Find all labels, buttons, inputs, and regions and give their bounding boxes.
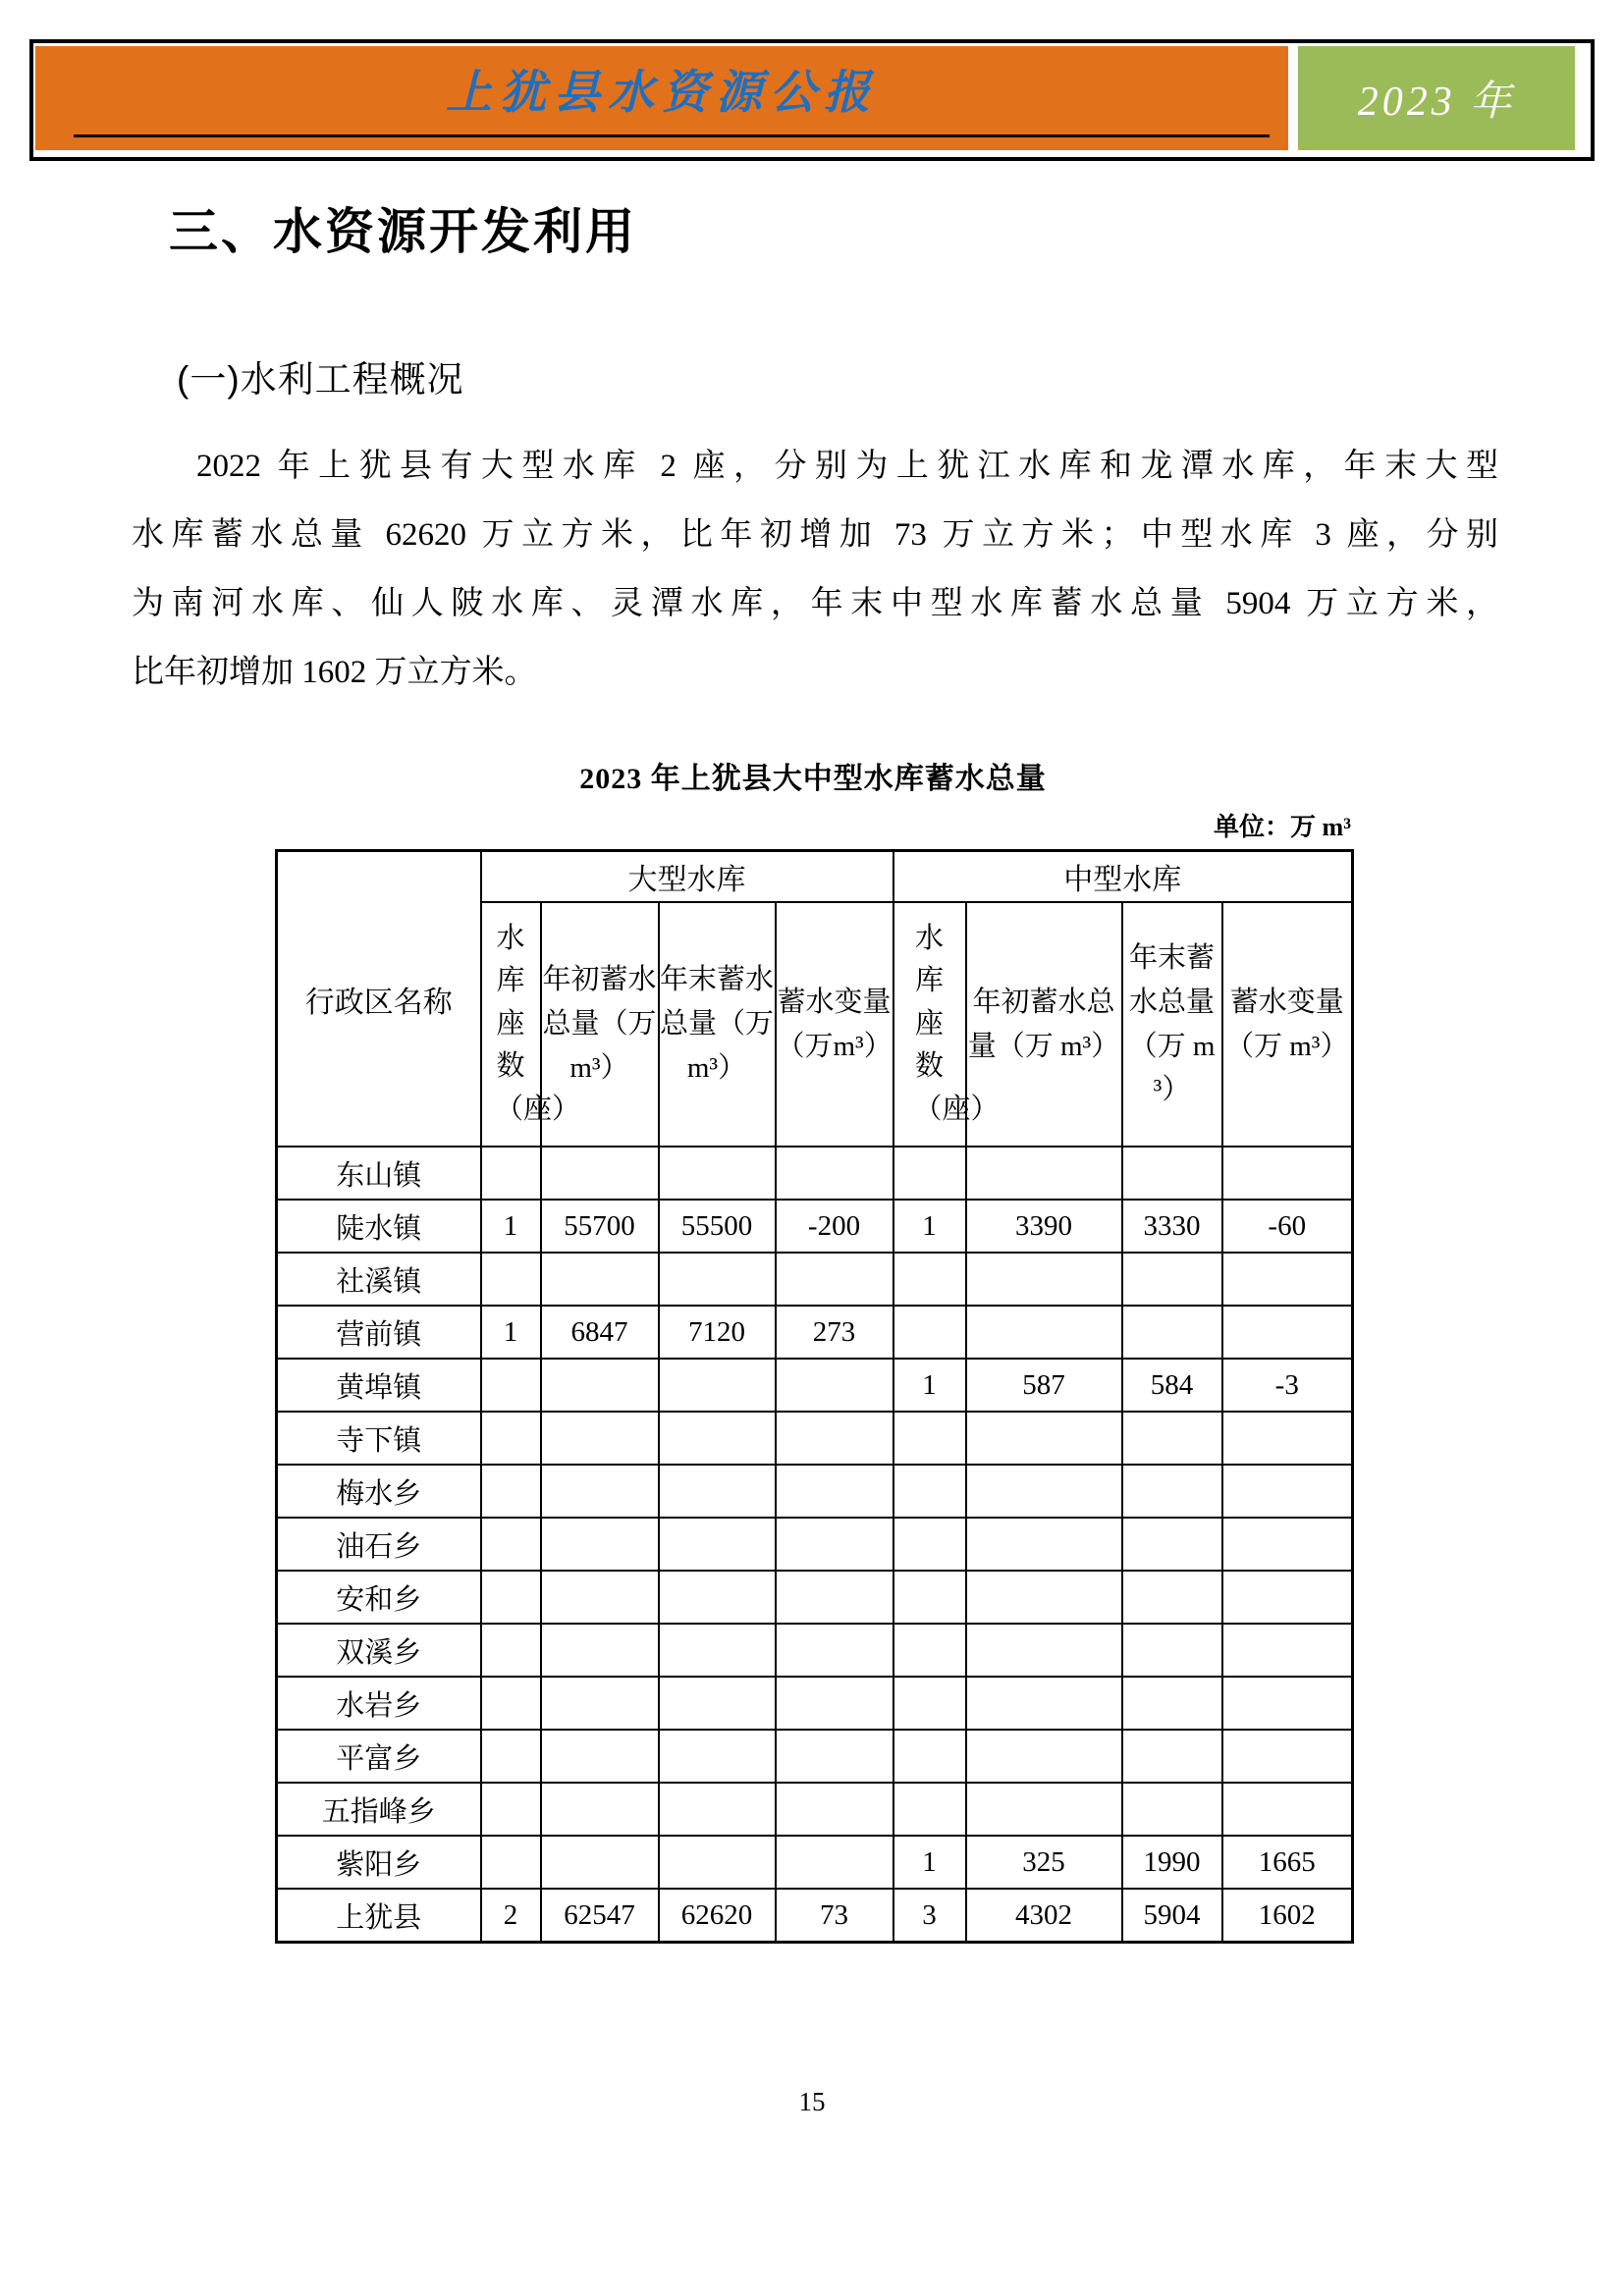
value-cell <box>481 1412 541 1465</box>
value-cell <box>776 1359 893 1412</box>
paragraph-line: 水库蓄水总量 62620 万立方米，比年初增加 73 万立方米；中型水库 3 座，分别 <box>132 517 1498 553</box>
value-cell <box>1222 1730 1353 1783</box>
subheader-cell: 年末蓄水总量（万 m³） <box>1122 902 1222 1147</box>
value-cell: 273 <box>776 1306 893 1359</box>
value-cell <box>541 1571 659 1624</box>
table-row <box>277 1253 1353 1306</box>
value-cell <box>1222 1677 1353 1730</box>
table-row <box>277 1412 1353 1465</box>
value-cell: 62547 <box>541 1889 659 1943</box>
value-cell <box>1222 1518 1353 1571</box>
value-cell <box>966 1624 1122 1677</box>
section-heading: 三、水资源开发利用 <box>169 204 637 259</box>
value-cell <box>966 1730 1122 1783</box>
value-cell <box>1222 1783 1353 1836</box>
value-cell <box>659 1730 776 1783</box>
table-row <box>277 1836 1353 1889</box>
value-cell <box>659 1518 776 1571</box>
value-cell <box>541 1412 659 1465</box>
value-cell <box>966 1571 1122 1624</box>
value-cell: 584 <box>1122 1359 1222 1412</box>
value-cell <box>1122 1412 1222 1465</box>
value-cell <box>966 1783 1122 1836</box>
value-cell <box>776 1412 893 1465</box>
value-cell <box>659 1359 776 1412</box>
body-paragraph <box>132 432 1498 707</box>
district-name-cell: 水岩乡 <box>277 1677 481 1730</box>
value-cell <box>481 1518 541 1571</box>
value-cell: 1602 <box>1222 1889 1353 1943</box>
value-cell <box>1222 1412 1353 1465</box>
value-cell <box>541 1253 659 1306</box>
value-cell <box>541 1836 659 1889</box>
subheader-cell: 蓄水变量（万m³） <box>776 902 893 1147</box>
value-cell: 6847 <box>541 1306 659 1359</box>
value-cell <box>893 1624 966 1677</box>
table-row <box>277 1783 1353 1836</box>
large-reservoir-group-cell: 大型水库 <box>481 851 893 903</box>
value-cell: 55700 <box>541 1200 659 1253</box>
value-cell <box>893 1306 966 1359</box>
district-name-cell: 黄埠镇 <box>277 1359 481 1412</box>
paragraph-line: 为南河水库、仙人陂水库、灵潭水库，年末中型水库蓄水总量 5904 万立方米， <box>132 586 1498 621</box>
value-cell <box>1122 1306 1222 1359</box>
value-cell <box>659 1412 776 1465</box>
value-cell <box>659 1783 776 1836</box>
value-cell <box>1122 1677 1222 1730</box>
value-cell <box>776 1836 893 1889</box>
value-cell: 73 <box>776 1889 893 1943</box>
value-cell: 587 <box>966 1359 1122 1412</box>
value-cell <box>893 1730 966 1783</box>
table-group-header-row <box>277 851 1353 903</box>
value-cell <box>541 1518 659 1571</box>
value-cell <box>966 1677 1122 1730</box>
paragraph-line: 2022 年上犹县有大型水库 2 座，分别为上犹江水库和龙潭水库，年末大型 <box>196 449 1498 484</box>
value-cell <box>1122 1518 1222 1571</box>
value-cell <box>966 1465 1122 1518</box>
bulletin-title: 上犹县水资源公报 <box>446 68 878 119</box>
table-row <box>277 1624 1353 1677</box>
value-cell <box>893 1147 966 1200</box>
table-row <box>277 1571 1353 1624</box>
value-cell <box>1222 1306 1353 1359</box>
value-cell <box>1222 1253 1353 1306</box>
table-row <box>277 1200 1353 1253</box>
value-cell <box>776 1465 893 1518</box>
value-cell <box>541 1730 659 1783</box>
district-name-cell: 东山镇 <box>277 1147 481 1200</box>
value-cell <box>966 1253 1122 1306</box>
value-cell <box>659 1571 776 1624</box>
value-cell: 4302 <box>966 1889 1122 1943</box>
value-cell <box>659 1253 776 1306</box>
value-cell <box>1222 1147 1353 1200</box>
table-row <box>277 1677 1353 1730</box>
value-cell <box>966 1518 1122 1571</box>
region-header-cell: 行政区名称 <box>277 851 481 1148</box>
subheader-cell: 蓄水变量（万 m³） <box>1222 902 1353 1147</box>
value-cell <box>541 1147 659 1200</box>
value-cell <box>1122 1783 1222 1836</box>
subheader-cell: 年末蓄水总量（万m³） <box>659 902 776 1147</box>
value-cell: -60 <box>1222 1200 1353 1253</box>
value-cell <box>776 1730 893 1783</box>
district-name-cell: 寺下镇 <box>277 1412 481 1465</box>
table-row <box>277 1147 1353 1200</box>
value-cell <box>1122 1730 1222 1783</box>
district-name-cell: 紫阳乡 <box>277 1836 481 1889</box>
value-cell <box>481 1783 541 1836</box>
value-cell <box>481 1147 541 1200</box>
table-row <box>277 1306 1353 1359</box>
value-cell: 325 <box>966 1836 1122 1889</box>
value-cell: 1 <box>893 1359 966 1412</box>
value-cell <box>1222 1465 1353 1518</box>
value-cell <box>1122 1571 1222 1624</box>
district-name-cell: 安和乡 <box>277 1571 481 1624</box>
subheader-cell: 水库座数（座） <box>893 902 966 1147</box>
value-cell: 3 <box>893 1889 966 1943</box>
value-cell <box>1122 1465 1222 1518</box>
value-cell: 1 <box>481 1306 541 1359</box>
district-name-cell: 上犹县 <box>277 1889 481 1943</box>
district-name-cell: 营前镇 <box>277 1306 481 1359</box>
header-rule <box>74 134 1270 137</box>
value-cell <box>776 1571 893 1624</box>
value-cell <box>1222 1571 1353 1624</box>
value-cell <box>481 1677 541 1730</box>
reservoir-table-section <box>275 754 1351 1944</box>
value-cell <box>541 1783 659 1836</box>
value-cell <box>659 1147 776 1200</box>
reservoir-table-body <box>277 1147 1353 1943</box>
value-cell <box>893 1518 966 1571</box>
value-cell <box>893 1412 966 1465</box>
year-box <box>1298 46 1575 150</box>
value-cell: 2 <box>481 1889 541 1943</box>
value-cell: -3 <box>1222 1359 1353 1412</box>
value-cell <box>1122 1253 1222 1306</box>
page-header <box>29 39 1595 161</box>
value-cell <box>481 1253 541 1306</box>
value-cell <box>541 1359 659 1412</box>
value-cell <box>966 1147 1122 1200</box>
value-cell <box>1222 1624 1353 1677</box>
subheader-cell: 年初蓄水总量（万m³） <box>541 902 659 1147</box>
value-cell <box>966 1306 1122 1359</box>
value-cell <box>1122 1147 1222 1200</box>
value-cell <box>893 1571 966 1624</box>
subheader-cell: 年初蓄水总量（万 m³） <box>966 902 1122 1147</box>
value-cell <box>659 1836 776 1889</box>
value-cell <box>481 1624 541 1677</box>
value-cell <box>541 1677 659 1730</box>
district-name-cell: 梅水乡 <box>277 1465 481 1518</box>
district-name-cell: 社溪镇 <box>277 1253 481 1306</box>
value-cell <box>966 1412 1122 1465</box>
value-cell <box>481 1836 541 1889</box>
value-cell <box>776 1518 893 1571</box>
value-cell: 55500 <box>659 1200 776 1253</box>
header-banner <box>35 46 1288 150</box>
district-name-cell: 五指峰乡 <box>277 1783 481 1836</box>
value-cell <box>659 1677 776 1730</box>
value-cell <box>893 1253 966 1306</box>
value-cell <box>776 1783 893 1836</box>
year-label: 2023 年 <box>1357 80 1516 125</box>
value-cell: 3390 <box>966 1200 1122 1253</box>
value-cell <box>659 1465 776 1518</box>
table-row <box>277 1465 1353 1518</box>
district-name-cell: 平富乡 <box>277 1730 481 1783</box>
reservoir-table <box>275 849 1354 1944</box>
paragraph-line: 比年初增加 1602 万立方米。 <box>132 655 537 690</box>
value-cell: 1 <box>481 1200 541 1253</box>
table-title: 2023 年上犹县大中型水库蓄水总量 <box>579 763 1047 795</box>
subheader-cell: 水库座数（座） <box>481 902 541 1147</box>
value-cell <box>481 1730 541 1783</box>
page-number: 15 <box>798 2087 826 2116</box>
value-cell <box>893 1465 966 1518</box>
value-cell <box>481 1465 541 1518</box>
table-row <box>277 1730 1353 1783</box>
value-cell: 5904 <box>1122 1889 1222 1943</box>
value-cell <box>1122 1624 1222 1677</box>
value-cell <box>776 1624 893 1677</box>
district-name-cell: 油石乡 <box>277 1518 481 1571</box>
table-row <box>277 1889 1353 1943</box>
value-cell <box>541 1624 659 1677</box>
medium-reservoir-group-cell: 中型水库 <box>893 851 1353 903</box>
unit-label: 单位：万 m³ <box>1214 813 1351 841</box>
value-cell: -200 <box>776 1200 893 1253</box>
district-name-cell: 双溪乡 <box>277 1624 481 1677</box>
value-cell: 1665 <box>1222 1836 1353 1889</box>
value-cell <box>541 1465 659 1518</box>
value-cell: 1 <box>893 1200 966 1253</box>
table-row <box>277 1518 1353 1571</box>
value-cell: 1 <box>893 1836 966 1889</box>
value-cell: 7120 <box>659 1306 776 1359</box>
value-cell <box>481 1571 541 1624</box>
value-cell <box>776 1677 893 1730</box>
table-row <box>277 1359 1353 1412</box>
value-cell: 62620 <box>659 1889 776 1943</box>
value-cell <box>659 1624 776 1677</box>
value-cell <box>481 1359 541 1412</box>
subsection-heading: (一)水利工程概况 <box>177 359 464 400</box>
value-cell <box>893 1783 966 1836</box>
value-cell: 1990 <box>1122 1836 1222 1889</box>
value-cell <box>776 1147 893 1200</box>
district-name-cell: 陡水镇 <box>277 1200 481 1253</box>
value-cell: 3330 <box>1122 1200 1222 1253</box>
value-cell <box>776 1253 893 1306</box>
value-cell <box>893 1677 966 1730</box>
